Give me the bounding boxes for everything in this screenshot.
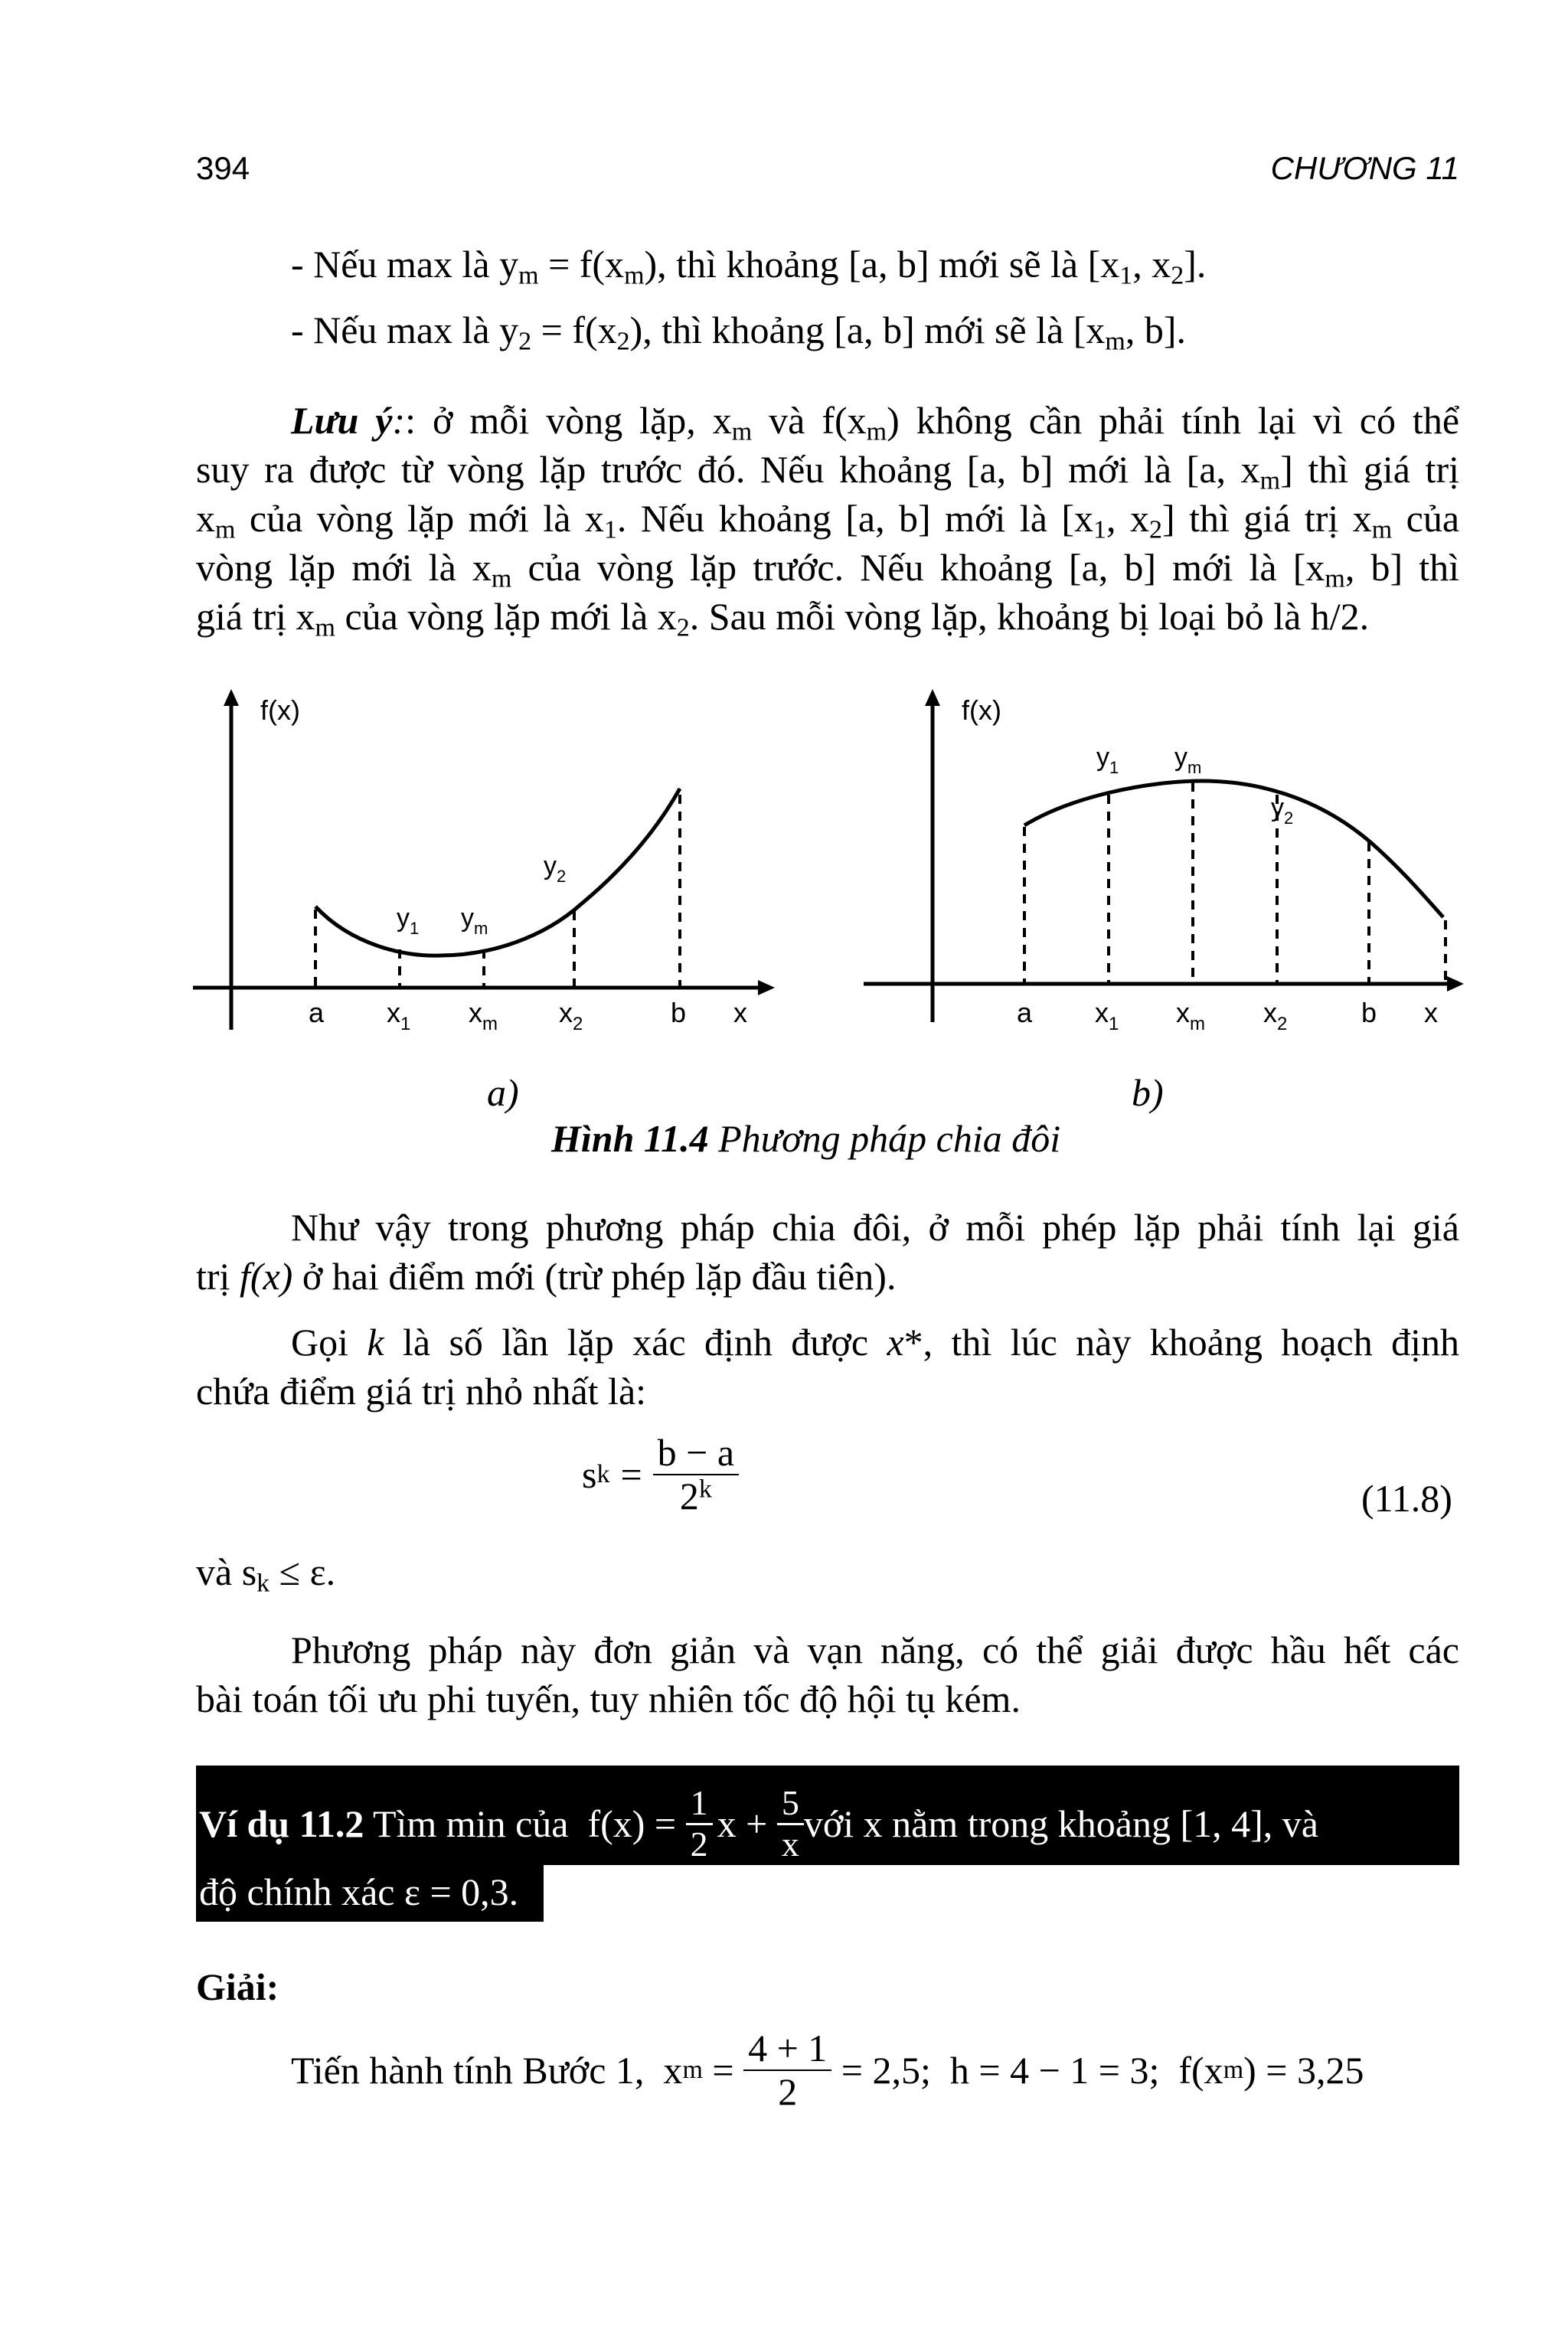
note-line-4: vòng lặp mới là $x_m$ của vòng lặp trước. Nếu khoảng [a, b] mới là [$x_m$, b] thì [196, 546, 1460, 593]
example-box: Ví dụ 11.2 Tìm min của f(x) = $\frac{1}{2}$ x + $\frac{5}{x}$ với x nằm trong khoảng [1, 4], và [196, 1766, 1459, 1865]
label-y1: $y_1$ [397, 903, 420, 938]
tick-b: b [1361, 997, 1377, 1028]
condition-line: và $s_k \le \varepsilon$. [196, 1550, 336, 1598]
example-label: Ví dụ 11.2 [199, 1802, 364, 1846]
tick-x1: $x_1$ [1095, 997, 1119, 1034]
tick-x2: $x_2$ [559, 997, 583, 1034]
dashed-guides [315, 795, 680, 988]
label-y1: $y_1$ [1096, 743, 1119, 777]
label-ym: $y_m$ [1174, 743, 1202, 777]
example-box-line2: độ chính xác ε = 0,3. [196, 1865, 544, 1922]
tick-x1: $x_1$ [387, 997, 411, 1034]
convex-curve [315, 789, 680, 956]
label-ym: $y_m$ [461, 903, 488, 938]
x-axis-label: x [733, 997, 747, 1028]
tick-a: a [1017, 997, 1033, 1028]
x-axis-label: x [1424, 997, 1438, 1028]
solution-label: Giải: [196, 1965, 279, 2008]
paragraph-line: Gọi k là số lần lặp xác định được x*, thì lúc này khoảng hoạch định [291, 1321, 1460, 1364]
bullet-item: - Nếu max là $y_2 = f(x_2)$, thì khoảng [a, b] mới sẽ là [$x_m$, b]. [291, 309, 1186, 356]
paragraph-line: trị f(x) ở hai điểm mới (trừ phép lặp đầu tiên). [196, 1255, 897, 1298]
figure-bisection [184, 674, 1485, 1087]
panel-b-label: b) [1132, 1071, 1164, 1114]
panel-a-plot [193, 689, 775, 1034]
step-1-line: Tiến hành tính Bước 1, x m = $\frac{4 + 1}{2}$ = 2,5; h = 4 − 1 = 3; f(x m ) = 3,25 [291, 2027, 1364, 2113]
tick-xm: $x_m$ [469, 997, 498, 1034]
fraction-five-over-x: $\frac{5}{x}$ [777, 1784, 804, 1864]
label-y2: $y_2$ [1271, 793, 1294, 828]
note-line-1: Lưu ý:: ở mỗi vòng lặp, $x_m$ và $f(x_m)$ không cần phải tính lại vì có thể [291, 399, 1460, 446]
y-axis-arrow [925, 689, 940, 706]
panel-b-plot [864, 689, 1464, 1034]
tick-a: a [309, 997, 325, 1028]
y-axis-label: f(x) [962, 694, 1001, 726]
y-axis-label: f(x) [260, 694, 300, 726]
label-y2: $y_2$ [544, 851, 567, 886]
paragraph-line: Như vậy trong phương pháp chia đôi, ở mỗi phép lặp phải tính lại giá [291, 1206, 1459, 1249]
equation-11-8: s k = $\frac{b - a}{2^k}$ [582, 1432, 739, 1517]
x-axis-arrow [758, 980, 775, 995]
figure-caption: Hình 11.4 Phương pháp chia đôi [551, 1117, 1061, 1160]
bullet-item: - Nếu max là $y_m = f(x_m)$, thì khoảng [a, b] mới sẽ là [$x_1$, $x_2$]. [291, 243, 1207, 290]
paragraph-line: chứa điểm giá trị nhỏ nhất là: [196, 1370, 647, 1413]
paragraph-line: Phương pháp này đơn giản và vạn năng, có thể giải được hầu hết các [291, 1628, 1459, 1671]
tick-b: b [671, 997, 687, 1028]
panel-a-label: a) [487, 1071, 519, 1114]
x-axis-arrow [1447, 976, 1464, 991]
paragraph-line: bài toán tối ưu phi tuyến, tuy nhiên tốc độ hội tụ kém. [196, 1677, 1021, 1720]
concave-curve [1024, 781, 1443, 917]
note-line-2: suy ra được từ vòng lặp trước đó. Nếu khoảng [a, b] mới là [a, $x_m$] thì giá trị [196, 448, 1459, 495]
fraction-half: $\frac{1}{2}$ [686, 1784, 713, 1864]
chapter-title: CHƯƠNG 11 [1270, 150, 1459, 186]
tick-x2: $x_2$ [1263, 997, 1288, 1034]
page-number: 394 [196, 150, 250, 186]
y-axis-arrow [224, 689, 239, 706]
dashed-guides [1024, 782, 1446, 984]
tick-xm: $x_m$ [1176, 997, 1205, 1034]
equation-number: (11.8) [1361, 1477, 1452, 1520]
note-line-3: $x_m$ của vòng lặp mới là $x_1$. Nếu khoảng [a, b] mới là [$x_1$, $x_2$] thì giá trị $x_m$ của [196, 497, 1460, 544]
note-line-5: giá trị $x_m$ của vòng lặp mới là $x_2$. Sau mỗi vòng lặp, khoảng bị loại bỏ là h/2. [196, 595, 1370, 642]
